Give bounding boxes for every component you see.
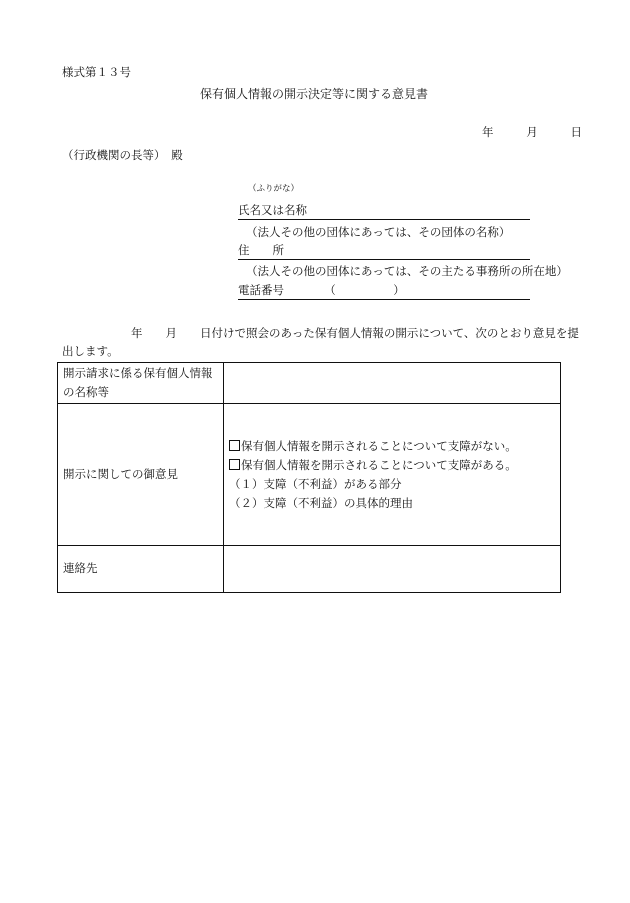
table-row: [58, 363, 561, 404]
option-has-issue: [229, 456, 555, 475]
checkbox-icon[interactable]: [229, 459, 240, 470]
furigana-label: （ふりがな）: [248, 184, 300, 194]
phone-field: [238, 283, 530, 300]
option-no-issue-text: 保有個人情報を開示されることについて支障がない。: [241, 438, 517, 453]
opinion-table: [57, 362, 561, 593]
row-value-opinion: [224, 404, 561, 546]
item-issue-reason: （２）支障（不利益）の具体的理由: [229, 495, 413, 510]
row-value-contact: [224, 546, 561, 593]
document-title: 保有個人情報の開示決定等に関する意見書: [200, 87, 429, 101]
item-issue-part: （１）支障（不利益）がある部分: [229, 476, 402, 491]
address-label: 住 所: [238, 243, 284, 258]
address-note: （法人その他の団体にあっては、その主たる事務所の所在地）: [246, 264, 568, 278]
table-row: [58, 404, 561, 546]
option-has-issue-text: 保有個人情報を開示されることについて支障がある。: [241, 457, 517, 472]
row-label-opinion: 開示に関しての御意見: [58, 404, 224, 546]
table-row: [58, 546, 561, 593]
row-label-contact: 連絡先: [58, 546, 224, 593]
name-field: [238, 203, 530, 220]
address-field: [238, 243, 530, 260]
name-label: 氏名又は名称: [238, 203, 307, 218]
date-month: 月: [526, 125, 538, 139]
name-note: （法人その他の団体にあっては、その団体の名称）: [246, 225, 511, 239]
date-line: [482, 126, 582, 140]
phone-label: 電話番号 （ ）: [238, 283, 405, 298]
checkbox-icon[interactable]: [229, 440, 240, 451]
addressee: （行政機関の長等） 殿: [62, 148, 183, 162]
form-number: 様式第１３号: [62, 65, 131, 79]
row-label-requested-info: 開示請求に係る保有個人情報の名称等: [58, 363, 224, 404]
date-year: 年: [482, 125, 494, 139]
date-day: 日: [570, 125, 582, 139]
option-no-issue: [229, 437, 555, 456]
row-value-requested-info: [224, 363, 561, 404]
request-text: 年 月 日付けで照会のあった保有個人情報の開示について、次のとおり意見を提出します。: [62, 326, 579, 358]
